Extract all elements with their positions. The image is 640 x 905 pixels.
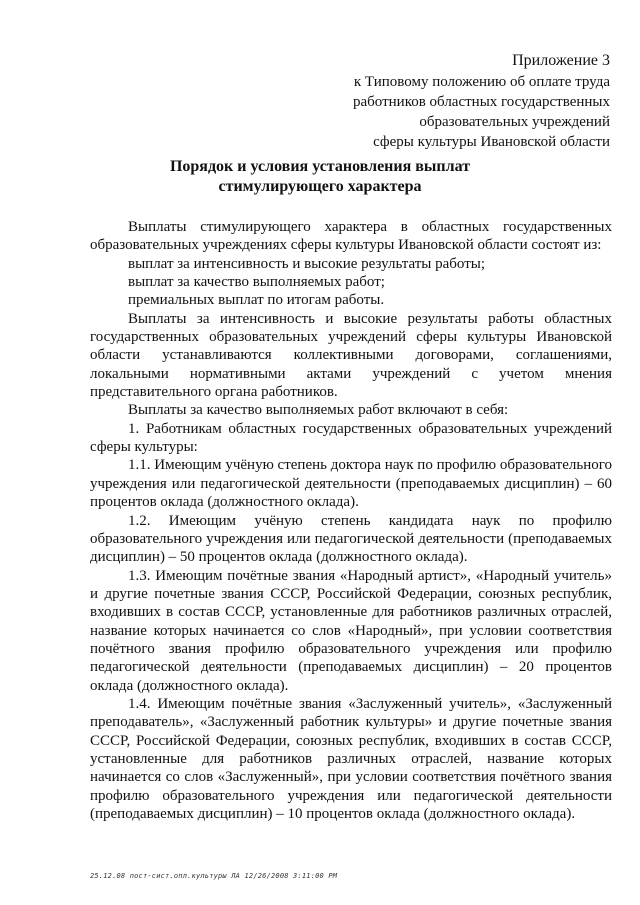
appendix-reference-line-4: сферы культуры Ивановской области — [373, 134, 610, 150]
quality-intro-paragraph: Выплаты за качество выполняемых работ включают в себя: — [128, 402, 509, 419]
list-item-intensity: выплат за интенсивность и высокие результаты работы; — [128, 255, 485, 272]
page-footer: 25.12.08 пост-сист.опл.культуры ЛА 12/26/2008 3:11:00 PM — [90, 872, 338, 880]
section-1-1-paragraph: 1.1. Имеющим учёную степень доктора наук по профилю образовательного учреждения или педагогической деятельности (преподаваемых дисциплин) – 60 процентов оклада (должностного оклада). — [90, 457, 612, 511]
document-title — [0, 157, 640, 197]
title-line-2: стимулирующего характера — [218, 178, 422, 195]
section-1-2-paragraph: 1.2. Имеющим учёную степень кандидата наук по профилю образовательного учреждения или педагогической деятельности (преподаваемых дисциплин) – 50 процентов оклада (должностного оклада). — [90, 512, 612, 566]
appendix-reference-line-1: к Типовому положению об оплате труда — [353, 74, 610, 90]
list-item-bonus: премиальных выплат по итогам работы. — [128, 292, 385, 309]
appendix-number: Приложение 3 — [512, 52, 610, 69]
section-1-paragraph: 1. Работникам областных государственных образовательных учреждений сферы культуры: — [90, 420, 612, 456]
list-item-quality: выплат за качество выполняемых работ; — [128, 274, 385, 291]
section-1-4-paragraph: 1.4. Имеющим почётные звания «Заслуженный учитель», «Заслуженный преподаватель», «Заслуженный работник культуры» и другие почетные звания СССР, Российской Федерации, союзных республик, входивших в состав СССР, установленные для работников различных отраслей, название которых начинается со слов «Заслуженный», при условии соответствия почётного звания профилю образовательного учреждения или педагогической деятельности (преподаваемых дисциплин) – 10 процентов оклада (должностного оклада). — [90, 695, 612, 822]
section-1-3-paragraph: 1.3. Имеющим почётные звания «Народный артист», «Народный учитель» и другие почетные звания СССР, Российской Федерации, союзных республик, входивших в состав СССР, установленные для работников различных отраслей, название которых начинается со слов «Народный», при условии соответствия почётного звания профилю образовательного учреждения или профилю педагогической деятельности (преподаваемых дисциплин) – 20 процентов оклада (должностного оклада). — [90, 567, 612, 694]
title-line-1: Порядок и условия установления выплат — [169, 158, 471, 175]
intensity-paragraph: Выплаты за интенсивность и высокие результаты работы областных государственных образовательных учреждений сферы культуры Ивановской области устанавливаются коллективными договорами, соглашениями, локальными нормативными актами учреждений с учетом мнения представительного органа работников. — [90, 310, 612, 401]
appendix-reference-line-3: образовательных учреждений — [419, 114, 610, 130]
document-body — [90, 218, 612, 823]
appendix-header — [250, 51, 610, 152]
intro-paragraph: Выплаты стимулирующего характера в областных государственных образовательных учреждениях сферы культуры Ивановской области состоят из: — [90, 219, 612, 254]
appendix-reference-line-2: работников областных государственных — [353, 94, 610, 110]
